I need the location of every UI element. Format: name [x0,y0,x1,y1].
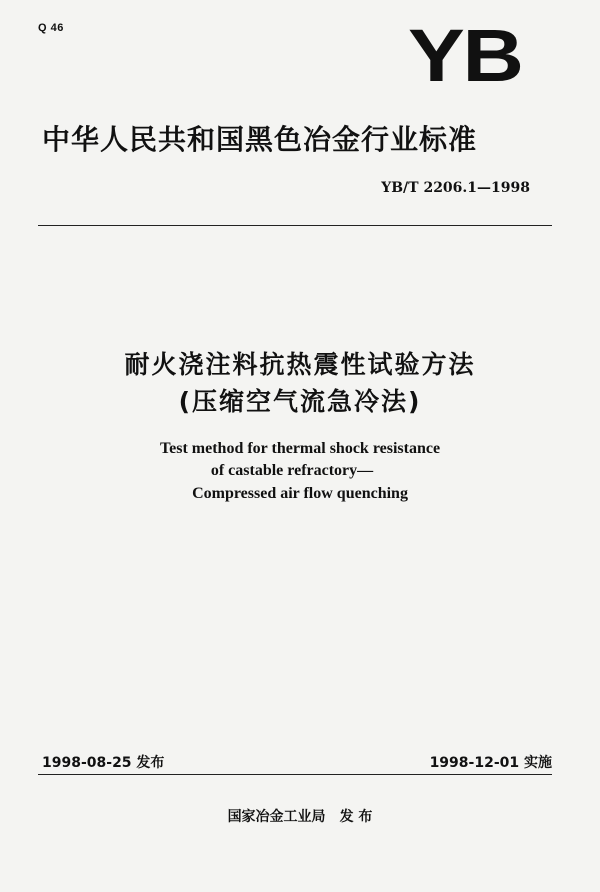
english-title-line-1: Test method for thermal shock resistance [159,440,441,457]
english-title-line-3: Compressed air flow quenching [192,485,408,502]
issue-date: 1998-08-25 发布 [42,755,165,771]
footer-divider [38,774,552,775]
english-title-line-2: of castable refractory— [210,462,374,479]
organization-title: 中华人民共和国黑色冶金行业标准 [42,123,478,156]
yb-logo: YB [408,14,522,97]
issuer-action: 发 布 [339,809,373,825]
chinese-title-line-1: 耐火浇注料抗热震性试验方法 [124,350,476,379]
chinese-title-line-2: (压缩空气流急冷法) [178,387,422,416]
issuing-authority [0,806,600,826]
issuer-name: 国家冶金工业局 [227,809,326,825]
effective-date: 1998-12-01 实施 [429,755,552,771]
standard-number: YB/T 2206.1—1998 [381,180,530,196]
header-divider [38,225,552,226]
ccs-classification-code: Q 46 [38,22,64,34]
